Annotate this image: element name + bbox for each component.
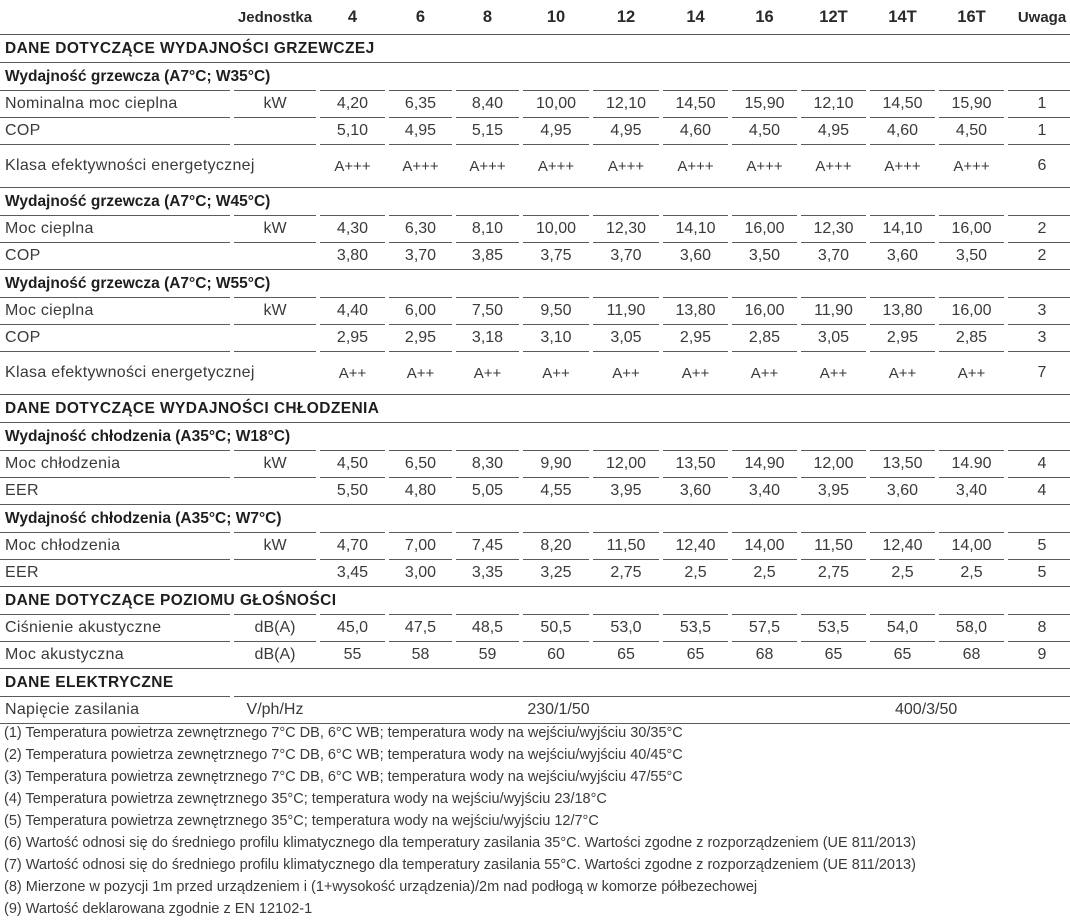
row-value: 7,45: [456, 533, 519, 560]
row-value: 4,95: [593, 118, 659, 145]
footnote: (1) Temperatura powietrza zewnętrznego 7°C DB, 6°C WB; temperatura wody na wejściu/wyjściu 30/35°C: [4, 725, 683, 741]
row-value: 4,95: [801, 118, 866, 145]
row-value: 3,35: [456, 560, 519, 587]
row-value: 16,00: [732, 216, 797, 243]
row-note: 1: [1008, 91, 1070, 118]
row-value: 12,30: [593, 216, 659, 243]
row-value: 3,60: [663, 243, 728, 270]
row-value: 3,18: [456, 325, 519, 352]
section-row: [0, 35, 1070, 63]
row-value: 3,60: [663, 478, 728, 505]
subsection-heading: Wydajność grzewcza (A7°C; W35°C): [0, 63, 1070, 91]
row-label: Moc akustyczna: [0, 642, 230, 669]
row-value: A+++: [732, 145, 797, 188]
row-value: 9,90: [523, 451, 589, 478]
row-value: 2,95: [320, 325, 385, 352]
row-value: 45,0: [320, 615, 385, 642]
section-heading: DANE DOTYCZĄCE WYDAJNOŚCI CHŁODZENIA: [0, 395, 1070, 423]
row-value: 53,5: [801, 615, 866, 642]
row-value: 68: [939, 642, 1004, 669]
row-value: 4,50: [320, 451, 385, 478]
row-value: 68: [732, 642, 797, 669]
table-row: [0, 533, 1070, 560]
row-value: 4,70: [320, 533, 385, 560]
row-value: A++: [801, 352, 866, 395]
footnote: (9) Wartość deklarowana zgodnie z EN 12102-1: [4, 901, 313, 917]
subsection-row: [0, 63, 1070, 91]
row-note: 2: [1008, 216, 1070, 243]
row-value: 7,00: [389, 533, 452, 560]
row-value: 14.90: [939, 451, 1004, 478]
row-value: A++: [523, 352, 589, 395]
header-model: 12: [616, 7, 636, 26]
row-value: 14,10: [663, 216, 728, 243]
row-value: A++: [870, 352, 935, 395]
row-label: Napięcie zasilania: [0, 697, 230, 724]
row-note: 3: [1008, 325, 1070, 352]
row-value: 8,30: [456, 451, 519, 478]
row-value: 57,5: [732, 615, 797, 642]
row-value: 14,50: [870, 91, 935, 118]
table-row: [0, 478, 1070, 505]
header-model: 14T: [888, 7, 917, 26]
row-value: 12,30: [801, 216, 866, 243]
row-value: 10,00: [523, 91, 589, 118]
row-value: 6,30: [389, 216, 452, 243]
row-value: 3,45: [320, 560, 385, 587]
section-heading: DANE DOTYCZĄCE POZIOMU GŁOŚNOŚCI: [0, 587, 1070, 615]
row-value: 11,50: [593, 533, 659, 560]
row-unit: kW: [234, 533, 316, 560]
row-value: 3,70: [389, 243, 452, 270]
row-value: 3,95: [593, 478, 659, 505]
row-note: 3: [1008, 298, 1070, 325]
table-row: [0, 298, 1070, 325]
row-value: 3,80: [320, 243, 385, 270]
row-value: 12,00: [801, 451, 866, 478]
row-value: 6,50: [389, 451, 452, 478]
row-value: 58: [389, 642, 452, 669]
row-label: COP: [0, 325, 230, 352]
row-value: 55: [320, 642, 385, 669]
row-label: Nominalna moc cieplna: [0, 91, 230, 118]
row-value: 48,5: [456, 615, 519, 642]
section-row: [0, 669, 1070, 697]
row-unit: [234, 478, 316, 505]
row-value: A+++: [523, 145, 589, 188]
row-value: 8,10: [456, 216, 519, 243]
row-value: 4,60: [663, 118, 728, 145]
row-value: A++: [593, 352, 659, 395]
row-unit: kW: [234, 298, 316, 325]
row-value: 2,95: [663, 325, 728, 352]
footnote: (3) Temperatura powietrza zewnętrznego 7°C DB, 6°C WB; temperatura wody na wejściu/wyjściu 47/55°C: [4, 769, 683, 785]
row-value: 60: [523, 642, 589, 669]
row-value: A+++: [456, 145, 519, 188]
row-value: 8,20: [523, 533, 589, 560]
section-row: [0, 395, 1070, 423]
row-value: 3,95: [801, 478, 866, 505]
row-value: 59: [456, 642, 519, 669]
header-model: 10: [546, 7, 566, 26]
table-row: [0, 145, 1070, 188]
footnote: (6) Wartość odnosi się do średniego profilu klimatycznego dla temperatury zasilania 35°C. Wartości zgodne z rozporządzeniem (UE 811/2013): [4, 835, 916, 851]
row-value: 2,75: [593, 560, 659, 587]
row-value: A++: [389, 352, 452, 395]
row-value: 3,50: [939, 243, 1004, 270]
row-value: 2,85: [732, 325, 797, 352]
row-value: 65: [870, 642, 935, 669]
row-value: 12,00: [593, 451, 659, 478]
table-row: [0, 560, 1070, 587]
row-value: 54,0: [870, 615, 935, 642]
footnotes: [4, 722, 1064, 920]
header-model: 4: [347, 7, 358, 26]
row-value: 2,95: [870, 325, 935, 352]
row-value: A+++: [320, 145, 385, 188]
header-model: 16T: [957, 7, 986, 26]
row-note: 4: [1008, 478, 1070, 505]
row-value: 3,70: [801, 243, 866, 270]
row-value: 14,00: [939, 533, 1004, 560]
row-note: 4: [1008, 451, 1070, 478]
row-value: A++: [663, 352, 728, 395]
row-value: 4,60: [870, 118, 935, 145]
row-label: Klasa efektywności energetycznej: [0, 352, 230, 395]
table-row: [0, 325, 1070, 352]
row-label: COP: [0, 118, 230, 145]
row-value: 12,40: [870, 533, 935, 560]
row-unit: [234, 325, 316, 352]
table-row: [0, 352, 1070, 395]
row-note: 5: [1008, 533, 1070, 560]
row-note: 7: [1008, 352, 1070, 395]
section-heading: DANE ELEKTRYCZNE: [0, 669, 1070, 697]
row-value: 3,10: [523, 325, 589, 352]
row-value: 50,5: [523, 615, 589, 642]
row-value: 7,50: [456, 298, 519, 325]
row-unit: V/ph/Hz: [234, 697, 316, 724]
row-value: 2,85: [939, 325, 1004, 352]
row-label: Moc chłodzenia: [0, 533, 230, 560]
row-value: 4,95: [523, 118, 589, 145]
header-model: 8: [482, 7, 493, 26]
row-value: 65: [593, 642, 659, 669]
row-value: 6,00: [389, 298, 452, 325]
header-unit: Jednostka: [237, 8, 313, 26]
row-value: 14,90: [732, 451, 797, 478]
row-value: 4,50: [732, 118, 797, 145]
row-value: A++: [732, 352, 797, 395]
footnote: (7) Wartość odnosi się do średniego profilu klimatycznego dla temperatury zasilania 55°C. Wartości zgodne z rozporządzeniem (UE 811/2013): [4, 857, 916, 873]
section-heading: DANE DOTYCZĄCE WYDAJNOŚCI GRZEWCZEJ: [0, 35, 1070, 63]
row-value: 13,80: [663, 298, 728, 325]
row-value: 3,85: [456, 243, 519, 270]
subsection-row: [0, 188, 1070, 216]
row-value: 16,00: [939, 298, 1004, 325]
single-phase-value: 230/1/50: [320, 697, 797, 724]
row-value: 3,70: [593, 243, 659, 270]
row-note: 6: [1008, 145, 1070, 188]
row-value: 9,50: [523, 298, 589, 325]
subsection-heading: Wydajność chłodzenia (A35°C; W18°C): [0, 423, 1070, 451]
row-value: 4,55: [523, 478, 589, 505]
subsection-heading: Wydajność grzewcza (A7°C; W45°C): [0, 188, 1070, 216]
row-value: 5,10: [320, 118, 385, 145]
row-value: 14,00: [732, 533, 797, 560]
row-value: 3,60: [870, 478, 935, 505]
row-value: 12,10: [593, 91, 659, 118]
row-value: 15,90: [732, 91, 797, 118]
header-model: 14: [686, 7, 705, 26]
row-value: 5,15: [456, 118, 519, 145]
row-value: A+++: [870, 145, 935, 188]
table-row: [0, 451, 1070, 478]
subsection-heading: Wydajność chłodzenia (A35°C; W7°C): [0, 505, 1070, 533]
row-unit: [234, 560, 316, 587]
subsection-heading: Wydajność grzewcza (A7°C; W55°C): [0, 270, 1070, 298]
row-value: 2,5: [663, 560, 728, 587]
row-value: A+++: [389, 145, 452, 188]
row-unit: kW: [234, 451, 316, 478]
row-value: 16,00: [939, 216, 1004, 243]
header-model: 6: [415, 7, 426, 26]
subsection-row: [0, 270, 1070, 298]
header-row: [0, 0, 1070, 35]
row-value: 65: [663, 642, 728, 669]
row-value: A+++: [939, 145, 1004, 188]
row-value: A++: [456, 352, 519, 395]
footnote: (2) Temperatura powietrza zewnętrznego 7°C DB, 6°C WB; temperatura wody na wejściu/wyjściu 40/45°C: [4, 747, 683, 763]
row-value: 4,80: [389, 478, 452, 505]
row-value: 16,00: [732, 298, 797, 325]
row-note: 2: [1008, 243, 1070, 270]
row-value: 8,40: [456, 91, 519, 118]
row-unit: kW: [234, 216, 316, 243]
row-value: 13,50: [663, 451, 728, 478]
row-value: 5,05: [456, 478, 519, 505]
row-value: 3,75: [523, 243, 589, 270]
row-value: 2,5: [732, 560, 797, 587]
table-row: [0, 243, 1070, 270]
row-label: Moc cieplna: [0, 216, 230, 243]
row-value: 11,90: [801, 298, 866, 325]
subsection-row: [0, 505, 1070, 533]
row-value: 3,50: [732, 243, 797, 270]
table-row: [0, 91, 1070, 118]
row-unit: [234, 118, 316, 145]
row-unit: dB(A): [234, 642, 316, 669]
row-value: 14,10: [870, 216, 935, 243]
row-value: 58,0: [939, 615, 1004, 642]
row-value: 12,10: [801, 91, 866, 118]
row-value: 14,50: [663, 91, 728, 118]
row-value: 12,40: [663, 533, 728, 560]
row-unit: [234, 243, 316, 270]
row-value: 4,50: [939, 118, 1004, 145]
three-phase-value: 400/3/50: [801, 697, 1070, 724]
row-value: 3,40: [939, 478, 1004, 505]
row-value: A+++: [593, 145, 659, 188]
row-value: 2,5: [870, 560, 935, 587]
row-label: COP: [0, 243, 230, 270]
footnote: (5) Temperatura powietrza zewnętrznego 35°C; temperatura wody na wejściu/wyjściu 12/7°C: [4, 813, 599, 829]
row-value: 13,50: [870, 451, 935, 478]
table-row: [0, 118, 1070, 145]
row-value: 3,00: [389, 560, 452, 587]
row-value: A+++: [663, 145, 728, 188]
header-note: Uwaga: [1017, 8, 1067, 26]
header-blank: [0, 0, 230, 35]
row-value: 3,25: [523, 560, 589, 587]
row-value: 4,95: [389, 118, 452, 145]
table-row: [0, 615, 1070, 642]
row-value: 47,5: [389, 615, 452, 642]
subsection-row: [0, 423, 1070, 451]
row-value: 3,05: [801, 325, 866, 352]
row-unit: dB(A): [234, 615, 316, 642]
table-row: [0, 642, 1070, 669]
row-value: 2,75: [801, 560, 866, 587]
header-model: 16: [755, 7, 774, 26]
footnote: (8) Mierzone w pozycji 1m przed urządzeniem i (1+wysokość urządzenia)/2m nad podłogą w komorze półbezechowej: [4, 879, 758, 895]
row-label: EER: [0, 560, 230, 587]
row-label: Ciśnienie akustyczne: [0, 615, 230, 642]
row-note: 9: [1008, 642, 1070, 669]
section-row: [0, 587, 1070, 615]
row-value: 4,20: [320, 91, 385, 118]
row-value: 4,30: [320, 216, 385, 243]
row-value: 4,40: [320, 298, 385, 325]
row-value: A+++: [801, 145, 866, 188]
row-value: 15,90: [939, 91, 1004, 118]
row-value: 3,60: [870, 243, 935, 270]
row-value: 6,35: [389, 91, 452, 118]
row-value: 53,5: [663, 615, 728, 642]
row-value: 11,50: [801, 533, 866, 560]
row-value: 10,00: [523, 216, 589, 243]
row-value: 13,80: [870, 298, 935, 325]
row-note: 5: [1008, 560, 1070, 587]
row-label: Moc cieplna: [0, 298, 230, 325]
row-label: EER: [0, 478, 230, 505]
row-value: 2,5: [939, 560, 1004, 587]
row-value: 53,0: [593, 615, 659, 642]
row-note: 1: [1008, 118, 1070, 145]
row-unit: kW: [234, 91, 316, 118]
table-row: [0, 697, 1070, 724]
row-value: 3,40: [732, 478, 797, 505]
row-label: Klasa efektywności energetycznej: [0, 145, 230, 188]
row-value: 5,50: [320, 478, 385, 505]
row-value: A++: [939, 352, 1004, 395]
row-value: 3,05: [593, 325, 659, 352]
row-value: 11,90: [593, 298, 659, 325]
footnote: (4) Temperatura powietrza zewnętrznego 35°C; temperatura wody na wejściu/wyjściu 23/18°C: [4, 791, 607, 807]
row-value: A++: [320, 352, 385, 395]
row-label: Moc chłodzenia: [0, 451, 230, 478]
row-value: 2,95: [389, 325, 452, 352]
header-model: 12T: [819, 7, 848, 26]
table-row: [0, 216, 1070, 243]
row-note: 8: [1008, 615, 1070, 642]
row-value: 65: [801, 642, 866, 669]
